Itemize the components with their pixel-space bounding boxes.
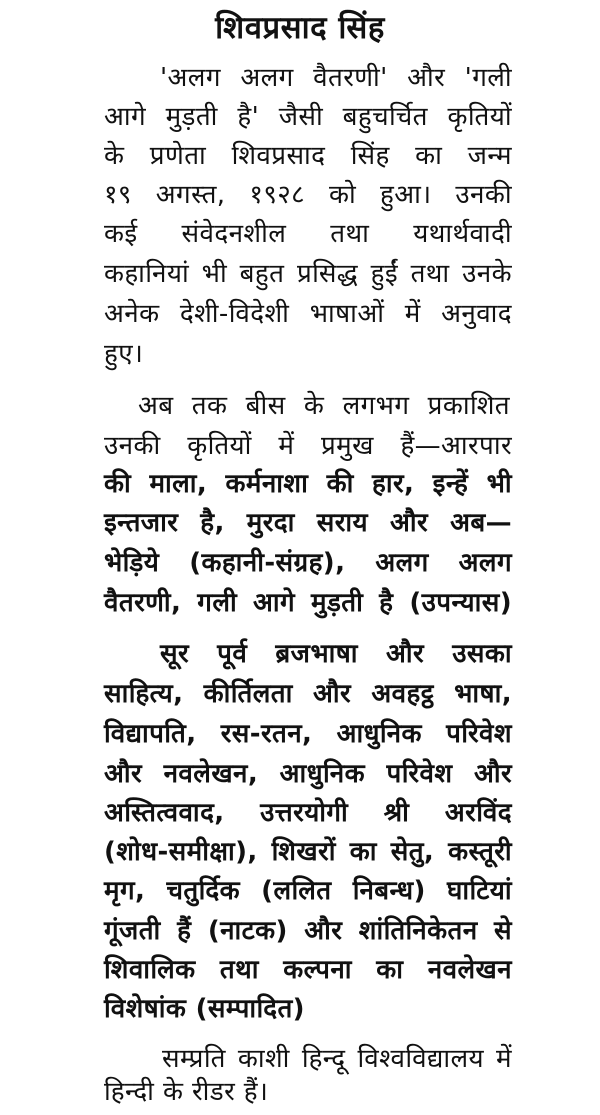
text-line: विशेषांक (सम्पादित) xyxy=(104,994,305,1024)
text-line: 'अलग अलग वैतरणी' और 'गली xyxy=(160,63,512,93)
text-line: विद्यापति, रस-रतन, आधुनिक परिवेश xyxy=(104,719,512,749)
text-line: कहानियां भी बहुत प्रसिद्ध हुईं तथा उनके xyxy=(104,259,512,289)
text-line: साहित्य, कीर्तिलता और अवहट्ठ भाषा, xyxy=(104,679,512,709)
text-line: और नवलेखन, आधुनिक परिवेश और xyxy=(104,759,512,789)
text-line: सम्प्रति काशी हिन्दू विश्वविद्यालय में xyxy=(162,1044,512,1074)
text-line: शिवालिक तथा कल्पना का नवलेखन xyxy=(104,955,512,985)
text-line: अब तक बीस के लगभग प्रकाशित xyxy=(138,391,510,421)
text-line: १९ अगस्त, १९२८ को हुआ। उनकी xyxy=(104,180,512,210)
text-line: अस्तित्ववाद, उत्तरयोगी श्री अरविंद xyxy=(104,798,512,828)
text-line: कई संवेदनशील तथा यथार्थवादी xyxy=(104,219,512,249)
text-line: इन्तजार है, मुरदा सराय और अब— xyxy=(104,508,512,538)
text-line: गूंजती हैं (नाटक) और शांतिनिकेतन से xyxy=(104,916,512,946)
text-line: आगे मुड़ती है' जैसी बहुचर्चित कृतियों xyxy=(104,102,512,132)
text-line: उनकी कृतियों में प्रमुख हैं—आरपार xyxy=(104,431,512,461)
text-line: हुए। xyxy=(104,339,144,369)
page-title: शिवप्रसाद सिंह xyxy=(215,10,385,46)
text-line: के प्रणेता शिवप्रसाद सिंह का जन्म xyxy=(104,141,512,171)
text-line: सूर पूर्व ब्रजभाषा और उसका xyxy=(160,639,512,669)
text-line: मृग, चतुर्दिक (ललित निबन्ध) घाटियां xyxy=(104,876,512,906)
text-line: हिन्दी के रीडर हैं। xyxy=(104,1077,269,1107)
text-line: अनेक देशी-विदेशी भाषाओं में अनुवाद xyxy=(104,299,512,329)
text-line: (शोध-समीक्षा), शिखरों का सेतु, कस्तूरी xyxy=(104,837,512,867)
text-line: की माला, कर्मनाशा की हार, इन्हें भी xyxy=(104,469,512,499)
text-line: वैतरणी, गली आगे मुड़ती है (उपन्यास) xyxy=(104,588,512,618)
text-line: भेड़िये (कहानी-संग्रह), अलग अलग xyxy=(104,548,512,578)
